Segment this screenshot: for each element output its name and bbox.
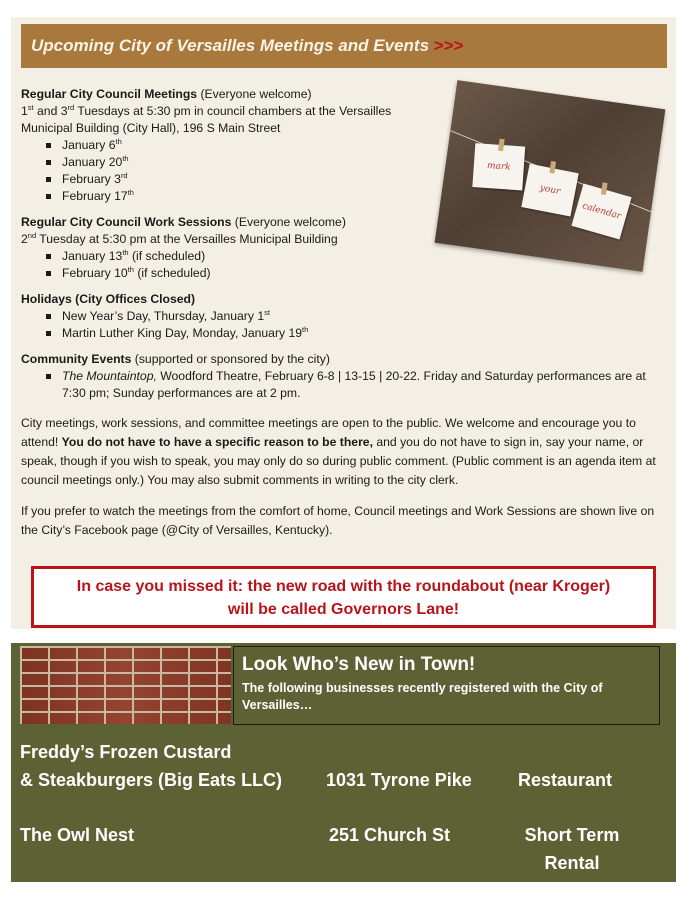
business-2-address: 251 Church St <box>329 825 451 845</box>
list-item: February 17th <box>62 188 666 205</box>
photo-card-your: your <box>521 164 578 217</box>
business-1-type: Restaurant <box>518 770 613 790</box>
business-1-name: Freddy’s Frozen Custard & Steakburgers (Big Eats LLC) <box>20 742 283 790</box>
work-sessions-section <box>21 214 666 282</box>
list-item: New Year’s Day, Thursday, January 1st <box>62 308 666 325</box>
holidays-heading: Holidays (City Offices Closed) <box>21 292 196 306</box>
council-meetings-heading: Regular City Council Meetings (Everyone welcome) <box>21 87 312 101</box>
public-meetings-paragraph: City meetings, work sessions, and committee meetings are open to the public. We welcome and encourage you to attend! You do not have to have a specific reason to be there, and you do not have to sign in, say your name, or speak, though if you wish to speak, you may only do so during public comment. (Public comment is an agenda item at council meetings only.) You may also submit comments in writing to the city clerk. <box>21 416 656 487</box>
work-sessions-schedule: 2nd Tuesday at 5:30 pm at the Versailles Municipal Building <box>21 230 338 246</box>
list-item: February 10th (if scheduled) <box>62 265 666 282</box>
events-content <box>21 86 666 540</box>
business-2-name: The Owl Nest <box>20 825 135 845</box>
new-in-town-box <box>233 646 660 725</box>
list-item: Martin Luther King Day, Monday, January 19th <box>62 325 666 342</box>
events-banner <box>21 24 667 68</box>
business-1-address: 1031 Tyrone Pike <box>326 770 472 790</box>
new-in-town-subtitle: The following businesses recently registered with the City of Versailles… <box>242 681 603 712</box>
governors-lane-notice <box>31 566 656 628</box>
banner-title: Upcoming City of Versailles Meetings and Events <box>31 36 430 55</box>
list-item: January 20th <box>62 154 666 171</box>
community-event-list <box>21 368 666 402</box>
council-meeting-dates <box>21 137 666 205</box>
community-events-section <box>21 351 666 402</box>
council-meetings-schedule: 1st and 3rd Tuesdays at 5:30 pm in council chambers at the Versailles Municipal Building (City Hall), 196 S Main Street <box>21 102 392 135</box>
facebook-paragraph: If you prefer to watch the meetings from the comfort of home, Council meetings and Work Sessions are shown live on the City’s Facebook page (@City of Versailles, Kentucky). <box>21 504 655 537</box>
photo-card-mark: mark <box>472 143 525 190</box>
work-sessions-heading: Regular City Council Work Sessions (Everyone welcome) <box>21 215 346 229</box>
new-in-town-title: Look Who’s New in Town! <box>242 654 476 675</box>
work-session-dates <box>21 248 666 282</box>
notice-line-2: will be called Governors Lane! <box>227 601 460 618</box>
brick-wall-image <box>20 646 231 724</box>
holidays-section <box>21 291 666 342</box>
business-2-type: Short Term Rental <box>524 825 620 873</box>
notice-line-1: In case you missed it: the new road with the roundabout (near Kroger) <box>76 578 611 595</box>
holiday-list <box>21 308 666 342</box>
community-events-heading: Community Events (supported or sponsored by the city) <box>21 352 330 366</box>
list-item: The Mountaintop, Woodford Theatre, February 6-8 | 13-15 | 20-22. Friday and Saturday performances are at 7:30 pm; Sunday performances are at 2 pm. <box>62 368 666 402</box>
list-item: January 13th (if scheduled) <box>62 248 666 265</box>
council-meetings-section <box>21 86 666 205</box>
list-item: January 6th <box>62 137 666 154</box>
banner-arrows-icon: >>> <box>433 36 464 55</box>
photo-card-calendar: calendar <box>571 183 631 239</box>
list-item: February 3rd <box>62 171 666 188</box>
